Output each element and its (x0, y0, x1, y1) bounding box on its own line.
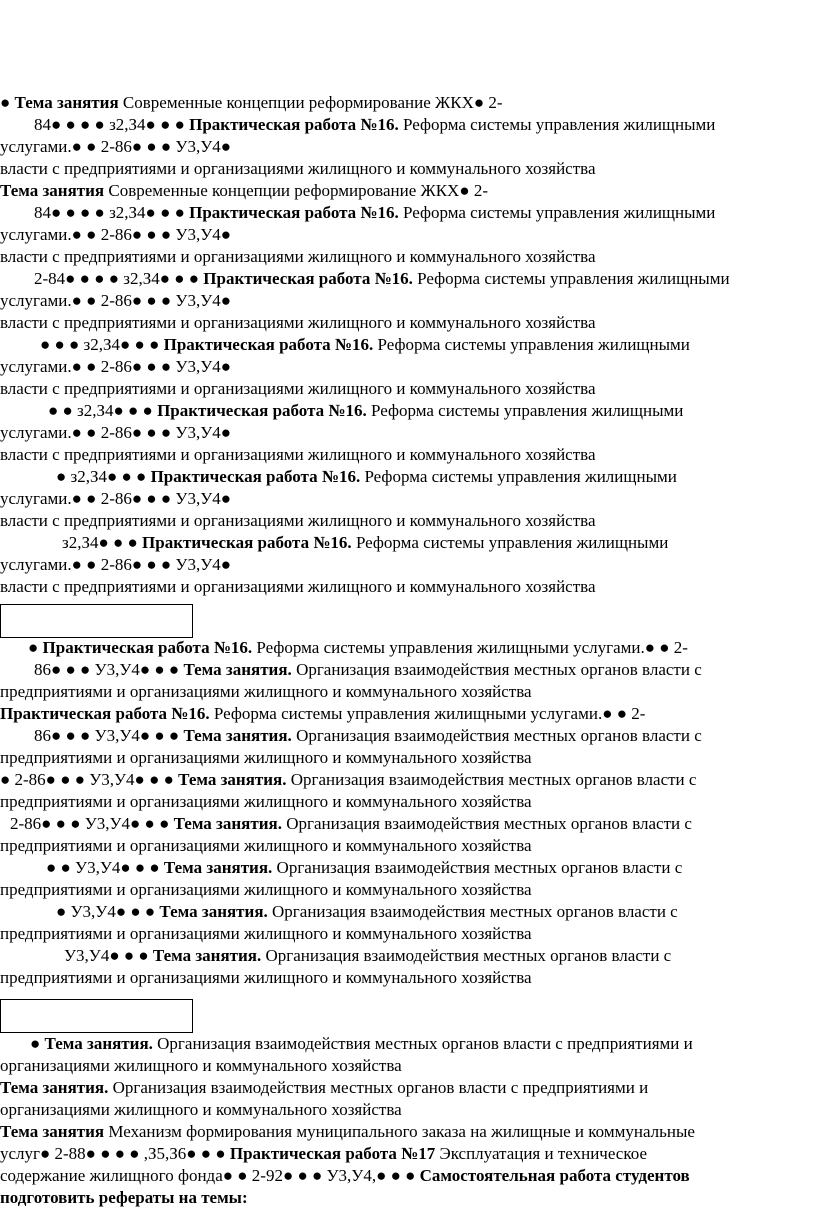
empty-text-box (0, 999, 193, 1033)
text-line (40, 334, 690, 356)
bold-text: Тема занятия. (183, 726, 292, 745)
bold-text: Тема занятия (0, 1122, 105, 1141)
text-line (0, 180, 488, 202)
plain-text: Реформа системы управления жилищными (351, 533, 669, 552)
text-line (0, 576, 596, 598)
plain-text: предприятиями и организациями жилищного и коммунального хозяйства (0, 924, 532, 943)
text-line (62, 532, 668, 554)
plain-text: ● (28, 638, 43, 657)
bold-text: Тема занятия (0, 181, 105, 200)
plain-text: Реформа системы управления жилищными (360, 467, 677, 486)
plain-text: услугами.● ● 2-86● ● ● У3,У4● (0, 137, 231, 156)
bold-text: Тема занятия. (0, 1078, 109, 1097)
plain-text: ● (30, 1034, 45, 1053)
text-line (48, 400, 683, 422)
bold-text: Самостоятельная работа студентов (419, 1166, 690, 1185)
plain-text: ● (0, 93, 15, 112)
plain-text: 84● ● ● ● з2,З4● ● ● (34, 203, 190, 222)
plain-text: Организация взаимодействия местных органов власти с (261, 946, 672, 965)
bold-text: Практическая работа №16. (157, 401, 367, 420)
text-line (0, 510, 596, 532)
text-line (0, 681, 532, 703)
plain-text: услугами.● ● 2-86● ● ● У3,У4● (0, 423, 231, 442)
text-line (34, 202, 715, 224)
text-line (0, 356, 231, 378)
text-line (56, 901, 678, 923)
text-line (0, 554, 231, 576)
text-line (56, 466, 677, 488)
text-line (0, 246, 596, 268)
bold-text: Тема занятия (14, 93, 119, 112)
plain-text: власти с предприятиями и организациями жилищного и коммунального хозяйства (0, 247, 596, 266)
text-line (0, 769, 696, 791)
text-line (0, 1165, 690, 1187)
plain-text: 84● ● ● ● з2,З4● ● ● (34, 115, 190, 134)
text-line (0, 791, 532, 813)
text-line (0, 703, 645, 725)
plain-text: 2-86● ● ● У3,У4● ● ● (10, 814, 174, 833)
text-line (0, 136, 231, 158)
text-line (34, 725, 702, 747)
plain-text: Современные концепции реформирование ЖКХ● 2- (104, 181, 489, 200)
plain-text: услугами.● ● 2-86● ● ● У3,У4● (0, 489, 231, 508)
text-line (64, 945, 671, 967)
plain-text: Реформа системы управления жилищными (366, 401, 684, 420)
text-line (0, 967, 532, 989)
bold-text: Практическая работа №16. (142, 533, 352, 552)
plain-text: Организация взаимодействия местных органов власти с (272, 858, 683, 877)
text-line (34, 659, 702, 681)
plain-text: Организация взаимодействия местных органов власти с (291, 660, 702, 679)
plain-text: власти с предприятиями и организациями жилищного и коммунального хозяйства (0, 445, 596, 464)
plain-text: Организация взаимодействия местных органов власти с предприятиями и (108, 1078, 649, 1097)
text-line (0, 1077, 648, 1099)
text-line (10, 813, 692, 835)
plain-text: предприятиями и организациями жилищного и коммунального хозяйства (0, 748, 532, 767)
plain-text: 86● ● ● У3,У4● ● ● (34, 726, 184, 745)
text-line (34, 114, 715, 136)
plain-text: организациями жилищного и коммунального хозяйства (0, 1100, 402, 1119)
bold-text: Практическая работа №16. (163, 335, 374, 354)
text-line (0, 747, 532, 769)
plain-text: ● ● У3,У4● ● ● (46, 858, 164, 877)
text-line (0, 1187, 248, 1209)
plain-text: услугами.● ● 2-86● ● ● У3,У4● (0, 357, 231, 376)
bold-text: Тема занятия. (178, 770, 287, 789)
plain-text: Организация взаимодействия местных органов власти с (281, 814, 692, 833)
empty-text-box (0, 604, 193, 638)
plain-text: з2,З4● ● ● (62, 533, 143, 552)
plain-text: предприятиями и организациями жилищного и коммунального хозяйства (0, 836, 532, 855)
plain-text: предприятиями и организациями жилищного и коммунального хозяйства (0, 968, 532, 987)
plain-text: власти с предприятиями и организациями жилищного и коммунального хозяйства (0, 379, 596, 398)
text-line (28, 637, 688, 659)
plain-text: ● ● ● з2,З4● ● ● (40, 335, 164, 354)
plain-text: ● ● з2,З4● ● ● (48, 401, 158, 420)
text-line (30, 1033, 693, 1055)
plain-text: услуг● 2-88● ● ● ● ,З5,З6● ● ● (0, 1144, 230, 1163)
text-line (0, 444, 596, 466)
plain-text: содержание жилищного фонда● ● 2-92● ● ● У3,У4,● ● ● (0, 1166, 420, 1185)
plain-text: Эксплуатация и техническое (435, 1144, 648, 1163)
text-line (0, 312, 596, 334)
plain-text: власти с предприятиями и организациями жилищного и коммунального хозяйства (0, 577, 596, 596)
plain-text: Организация взаимодействия местных органов власти с (291, 726, 702, 745)
text-line (0, 290, 231, 312)
plain-text: организациями жилищного и коммунального хозяйства (0, 1056, 402, 1075)
bold-text: Тема занятия. (152, 946, 262, 965)
plain-text: Реформа системы управления жилищными (398, 203, 716, 222)
plain-text: услугами.● ● 2-86● ● ● У3,У4● (0, 555, 231, 574)
plain-text: У3,У4● ● ● (64, 946, 153, 965)
bold-text: Тема занятия. (159, 902, 268, 921)
text-line (0, 1055, 402, 1077)
bold-text: Тема занятия. (183, 660, 292, 679)
plain-text: 2-84● ● ● ● з2,З4● ● ● (34, 269, 204, 288)
plain-text: Реформа системы управления жилищными услугами.● ● 2- (252, 638, 688, 657)
plain-text: Современные концепции реформирование ЖКХ● 2- (118, 93, 503, 112)
text-line (0, 488, 231, 510)
plain-text: Реформа системы управления жилищными услугами.● ● 2- (209, 704, 646, 723)
plain-text: Реформа системы управления жилищными (398, 115, 716, 134)
bold-text: Практическая работа №16. (203, 269, 413, 288)
plain-text: Организация взаимодействия местных органов власти с предприятиями и (152, 1034, 693, 1053)
plain-text: власти с предприятиями и организациями жилищного и коммунального хозяйства (0, 511, 596, 530)
text-line (0, 835, 532, 857)
text-line (0, 1099, 402, 1121)
plain-text: Реформа системы управления жилищными (412, 269, 730, 288)
text-line (0, 224, 231, 246)
bold-text: Тема занятия. (44, 1034, 153, 1053)
plain-text: Механизм формирования муниципального заказа на жилищные и коммунальные (104, 1122, 695, 1141)
bold-text: Практическая работа №16. (0, 704, 210, 723)
plain-text: Организация взаимодействия местных органов власти с (286, 770, 697, 789)
plain-text: власти с предприятиями и организациями жилищного и коммунального хозяйства (0, 159, 596, 178)
bold-text: Практическая работа №16. (150, 467, 361, 486)
text-line (0, 923, 532, 945)
plain-text: 86● ● ● У3,У4● ● ● (34, 660, 184, 679)
plain-text: предприятиями и организациями жилищного и коммунального хозяйства (0, 880, 532, 899)
plain-text: предприятиями и организациями жилищного и коммунального хозяйства (0, 792, 532, 811)
text-line (0, 158, 596, 180)
text-line (0, 1121, 695, 1143)
plain-text: Реформа системы управления жилищными (373, 335, 690, 354)
plain-text: ● У3,У4● ● ● (56, 902, 160, 921)
plain-text: предприятиями и организациями жилищного и коммунального хозяйства (0, 682, 532, 701)
bold-text: Практическая работа №16. (42, 638, 253, 657)
plain-text: услугами.● ● 2-86● ● ● У3,У4● (0, 225, 231, 244)
bold-text: Практическая работа №16. (189, 115, 399, 134)
text-line (34, 268, 730, 290)
text-line (0, 1143, 647, 1165)
text-line (0, 879, 532, 901)
bold-text: Практическая работа №16. (189, 203, 399, 222)
plain-text: власти с предприятиями и организациями жилищного и коммунального хозяйства (0, 313, 596, 332)
plain-text: Организация взаимодействия местных органов власти с (267, 902, 678, 921)
plain-text: ● 2-86● ● ● У3,У4● ● ● (0, 770, 179, 789)
bold-text: подготовить рефераты на темы: (0, 1188, 248, 1207)
text-line (46, 857, 682, 879)
bold-text: Тема занятия. (173, 814, 282, 833)
text-line (0, 92, 503, 114)
plain-text: ● з2,З4● ● ● (56, 467, 151, 486)
text-line (0, 422, 231, 444)
plain-text: услугами.● ● 2-86● ● ● У3,У4● (0, 291, 231, 310)
bold-text: Тема занятия. (163, 858, 273, 877)
text-line (0, 378, 596, 400)
bold-text: Практическая работа №17 (229, 1144, 436, 1163)
